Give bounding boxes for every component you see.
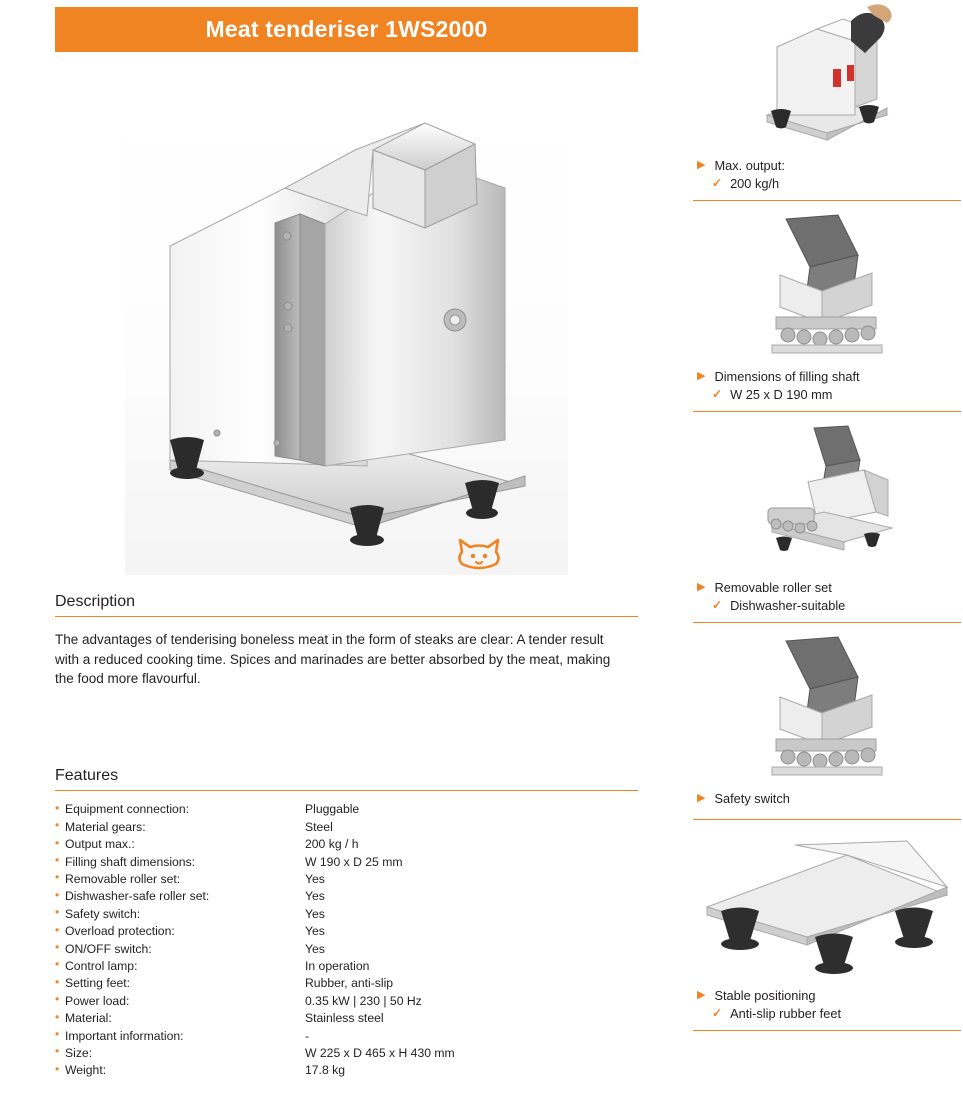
table-row: [55, 1062, 638, 1079]
table-row: [55, 905, 638, 922]
triangle-icon: ▶: [697, 369, 706, 382]
feature-value: Yes: [305, 924, 325, 939]
table-row: [55, 1027, 638, 1044]
feature-value: Pluggable: [305, 802, 360, 817]
triangle-icon: ▶: [697, 159, 706, 171]
safety-switch-illustration: [762, 635, 892, 785]
triangle-icon: ▶: [697, 580, 706, 593]
check-icon: ✓: [712, 1005, 723, 1020]
feature-value: Yes: [305, 906, 325, 921]
highlight-sub: 200 kg/h: [730, 175, 780, 191]
feature-label: • Equipment connection:: [55, 801, 305, 818]
table-row: [55, 940, 638, 957]
highlight-sub-row: [693, 1004, 961, 1024]
feature-label: • Filling shaft dimensions:: [55, 853, 305, 870]
highlight-block: [693, 633, 961, 820]
triangle-icon: ▶: [697, 988, 706, 1001]
feature-value: Yes: [305, 889, 325, 904]
table-row: [55, 1010, 638, 1027]
feature-value: W 225 x D 465 x H 430 mm: [305, 1045, 455, 1060]
feature-label: • Material:: [55, 1010, 305, 1027]
removable-roller-set-photo: [693, 422, 961, 577]
filling-shaft-photo: [693, 211, 961, 366]
description-text: The advantages of tenderising boneless meat in the form of steaks are clear: A tender result with a reduced cooking time. Spices and marinades are better absorbed by the meat, making the food more flavourful.: [55, 632, 611, 687]
feature-label: • Dishwasher-safe roller set:: [55, 888, 305, 905]
filling-shaft-illustration: [762, 213, 892, 363]
safety-switch-photo: [693, 633, 961, 788]
highlight-heading: Safety switch: [714, 790, 790, 806]
highlight-sub: Anti-slip rubber feet: [730, 1005, 842, 1021]
highlight-sub: Dishwasher-suitable: [730, 597, 846, 613]
table-row: [55, 957, 638, 974]
highlight-heading-row: [693, 155, 961, 174]
meat-tenderiser-illustration: [125, 88, 568, 575]
highlight-heading: Max. output:: [714, 158, 785, 173]
table-row: [55, 801, 638, 818]
highlight-sub-row: [693, 596, 961, 616]
feature-label: • Output max.:: [55, 836, 305, 853]
triangle-icon: ▶: [697, 791, 706, 804]
left-column: [55, 7, 638, 1079]
table-row: [55, 853, 638, 870]
check-icon: ✓: [712, 175, 723, 190]
rubber-feet-illustration: [697, 837, 957, 977]
removable-roller-set-illustration: [752, 424, 902, 574]
feature-label: • Control lamp:: [55, 957, 305, 974]
highlight-sub-row: [693, 385, 961, 405]
feature-label: • Overload protection:: [55, 923, 305, 940]
highlight-heading: Dimensions of filling shaft: [714, 368, 860, 384]
rubber-feet-photo: [693, 830, 961, 985]
table-row: [55, 888, 638, 905]
highlight-block: [693, 830, 961, 1031]
highlight-sub-row: [693, 174, 961, 194]
feature-label: • Removable roller set:: [55, 870, 305, 887]
feature-value: Steel: [305, 819, 333, 834]
page-title: Meat tenderiser 1WS2000: [55, 7, 638, 52]
features-table: [55, 801, 638, 1080]
table-row: [55, 870, 638, 887]
feature-value: Yes: [305, 871, 325, 886]
feature-value: W 190 x D 25 mm: [305, 854, 403, 869]
highlight-block: [693, 0, 961, 201]
highlight-heading-row: [693, 366, 961, 385]
feature-label: • Size:: [55, 1044, 305, 1061]
machine-top-feed-photo: [693, 0, 961, 155]
highlight-heading-row: [693, 985, 961, 1004]
cat-logo-icon: [454, 536, 504, 572]
feature-label: • Power load:: [55, 992, 305, 1009]
feature-value: In operation: [305, 958, 370, 973]
feature-label: • ON/OFF switch:: [55, 940, 305, 957]
hero-image-frame: [125, 88, 568, 575]
hero-product-image: [55, 88, 638, 575]
check-icon: ✓: [712, 386, 723, 401]
feature-label: • Weight:: [55, 1062, 305, 1079]
highlight-block: [693, 211, 961, 412]
table-row: [55, 923, 638, 940]
features-heading: Features: [55, 767, 638, 791]
feature-value: -: [305, 1028, 310, 1043]
description-heading: Description: [55, 593, 638, 617]
highlight-block: [693, 422, 961, 623]
highlight-heading: Removable roller set: [714, 579, 832, 595]
feature-value: Rubber, anti-slip: [305, 976, 394, 991]
highlight-heading-row: [693, 577, 961, 596]
feature-value: 0.35 kW | 230 | 50 Hz: [305, 993, 422, 1008]
table-row: [55, 1044, 638, 1061]
check-icon: ✓: [712, 597, 723, 612]
highlight-heading-row: [693, 788, 961, 813]
table-row: [55, 992, 638, 1009]
feature-value: 17.8 kg: [305, 1063, 345, 1078]
table-row: [55, 975, 638, 992]
feature-label: • Material gears:: [55, 818, 305, 835]
highlight-heading: Stable positioning: [714, 987, 816, 1003]
highlights-column: [693, 0, 961, 1031]
table-row: [55, 818, 638, 835]
feature-label: • Important information:: [55, 1027, 305, 1044]
feature-label: • Safety switch:: [55, 905, 305, 922]
feature-value: Yes: [305, 941, 325, 956]
feature-label: • Setting feet:: [55, 975, 305, 992]
feature-value: 200 kg / h: [305, 837, 359, 852]
feature-value: Stainless steel: [305, 1011, 384, 1026]
highlight-sub: W 25 x D 190 mm: [730, 386, 833, 402]
table-row: [55, 836, 638, 853]
machine-top-feed-illustration: [747, 3, 907, 153]
